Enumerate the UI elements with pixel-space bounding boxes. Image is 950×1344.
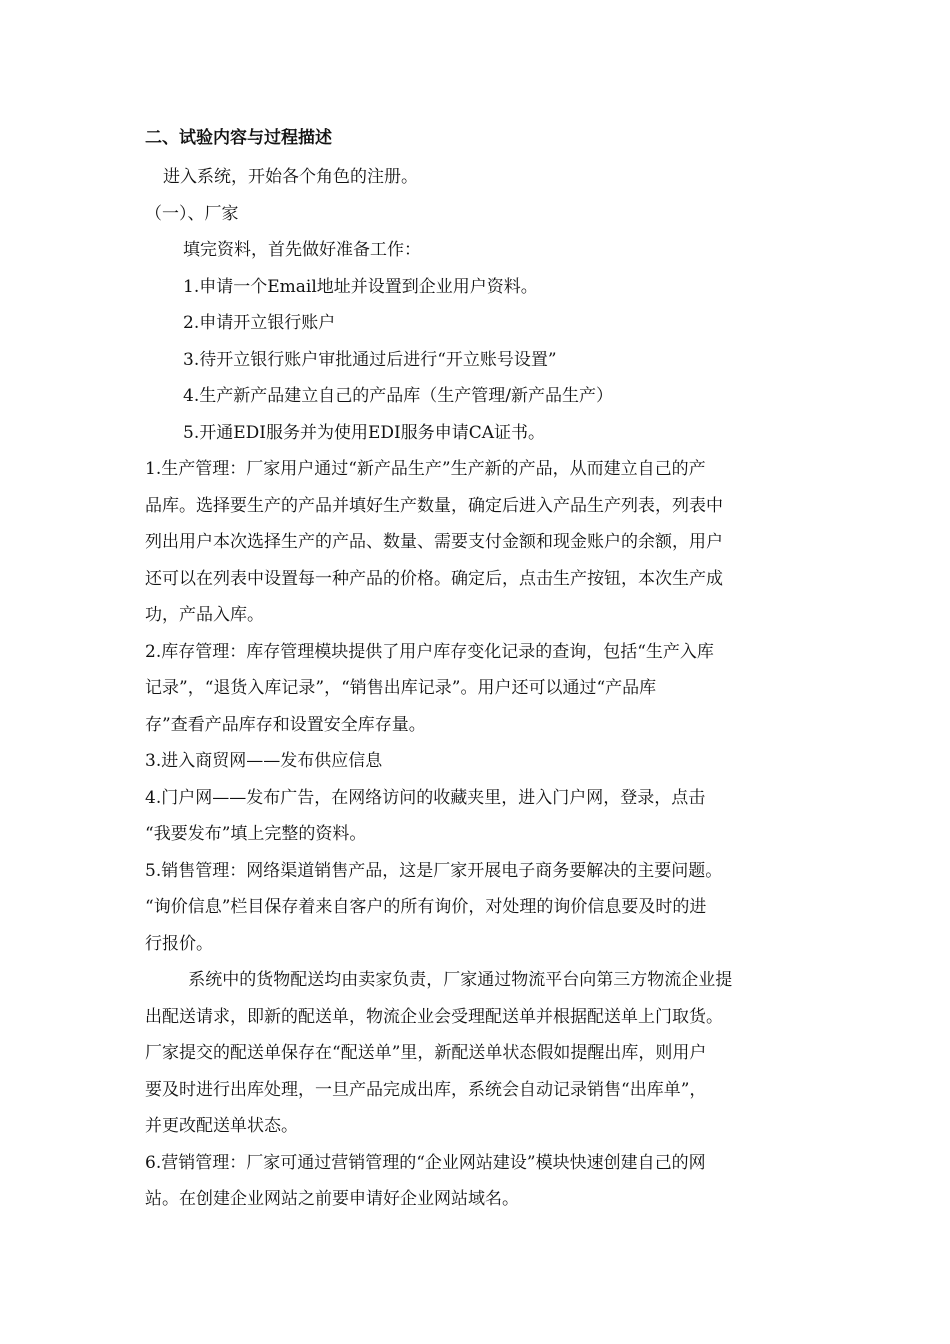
paragraph-line: 系统中的货物配送均由卖家负责，厂家通过物流平台向第三方物流企业提	[145, 970, 733, 990]
paragraph-line: 4.门户网——发布广告，在网络访问的收藏夹里，进入门户网，登录，点击	[145, 787, 706, 808]
paragraph-line: 行报价。	[145, 933, 213, 954]
paragraph-delivery	[145, 962, 805, 1145]
paragraph-line: 6.营销管理：厂家可通过营销管理的“企业网站建设”模块快速创建自己的网	[145, 1152, 706, 1173]
paragraph-line: 要及时进行出库处理，一旦产品完成出库，系统会自动记录销售“出库单”，	[145, 1079, 707, 1100]
paragraph-line: 还可以在列表中设置每一种产品的价格。确定后，点击生产按钮，本次生产成	[145, 568, 723, 589]
paragraph-line: 出配送请求，即新的配送单，物流企业会受理配送单并根据配送单上门取货。	[145, 1006, 723, 1027]
prep-item: 4.生产新产品建立自己的产品库（生产管理/新产品生产）	[183, 386, 613, 406]
paragraph-line: 厂家提交的配送单保存在“配送单”里，新配送单状态假如提醒出库，则用户	[145, 1043, 707, 1063]
paragraph-production	[145, 451, 805, 634]
paragraph-line: 存”查看产品库存和设置安全库存量。	[145, 714, 426, 735]
paragraph-marketing	[145, 1145, 805, 1218]
paragraph-line: 5.销售管理：网络渠道销售产品，这是厂家开展电子商务要解决的主要问题。	[145, 860, 723, 881]
paragraph-line: 3.进入商贸网——发布供应信息	[145, 751, 383, 771]
section-heading: 二、试验内容与过程描述	[145, 128, 332, 148]
paragraph-line: “我要发布”填上完整的资料。	[145, 824, 367, 844]
prep-item: 3.待开立银行账户审批通过后进行“开立账号设置”	[183, 349, 557, 370]
paragraph-line: 并更改配送单状态。	[145, 1116, 298, 1136]
paragraph-line: 功，产品入库。	[145, 605, 264, 625]
paragraph-line: 品库。选择要生产的产品并填好生产数量，确定后进入产品生产列表，列表中	[145, 495, 723, 516]
subsection-title: （一）、厂家	[145, 203, 239, 224]
paragraph-inventory	[145, 634, 805, 744]
prep-title: 填完资料，首先做好准备工作：	[183, 240, 421, 260]
paragraph-line: 站。在创建企业网站之前要申请好企业网站域名。	[145, 1189, 519, 1209]
paragraph-line: 列出用户本次选择生产的产品、数量、需要支付金额和现金账户的余额，用户	[145, 532, 723, 552]
paragraph-line: 2.库存管理：库存管理模块提供了用户库存变化记录的查询，包括“生产入库	[145, 641, 714, 662]
paragraph-line: “询价信息”栏目保存着来自客户的所有询价，对处理的询价信息要及时的进	[145, 897, 707, 917]
paragraph-line: 1.生产管理：厂家用户通过“新产品生产”生产新的产品，从而建立自己的产	[145, 459, 706, 479]
intro-line: 进入系统，开始各个角色的注册。	[163, 167, 418, 187]
prep-item: 5.开通EDI服务并为使用EDI服务申请CA证书。	[183, 422, 546, 443]
document-body	[145, 123, 805, 1218]
paragraph-trade-network	[145, 743, 805, 780]
paragraph-portal	[145, 780, 805, 853]
paragraph-sales	[145, 853, 805, 963]
paragraph-line: 记录”，“退货入库记录”，“销售出库记录”。用户还可以通过“产品库	[145, 678, 657, 698]
prep-item: 2.申请开立银行账户	[183, 313, 336, 333]
prep-item: 1.申请一个Email地址并设置到企业用户资料。	[183, 276, 538, 297]
